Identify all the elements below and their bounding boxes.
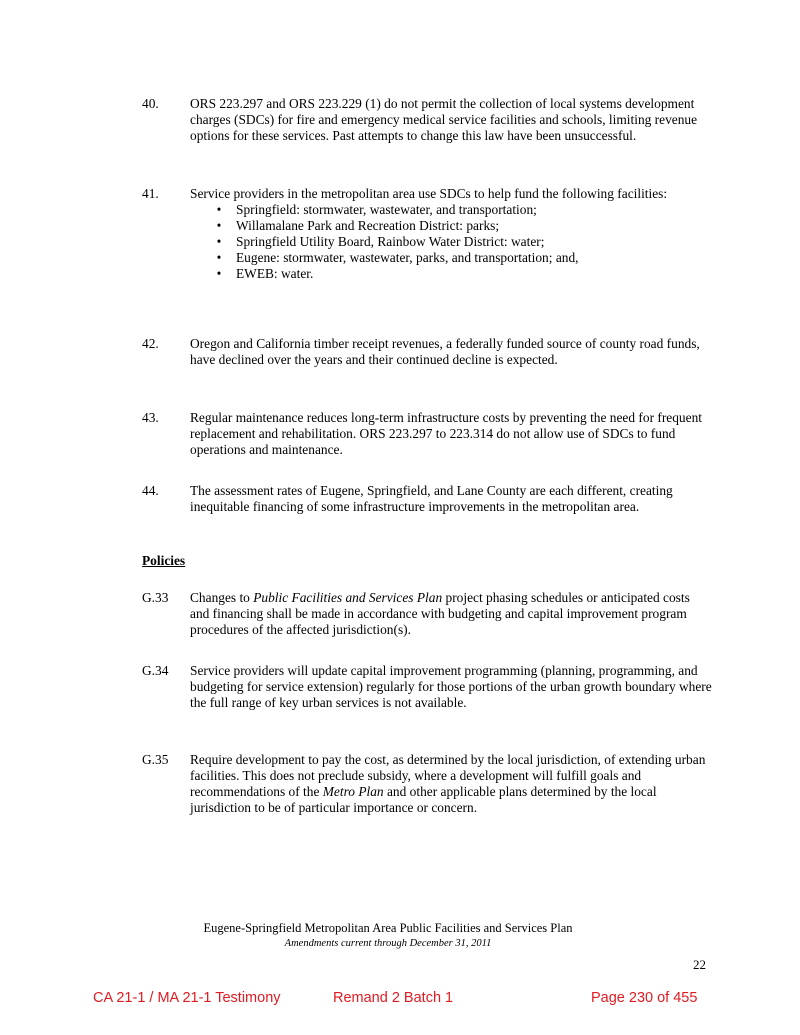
page-number: 22 [693, 957, 706, 972]
plan-title: Metro Plan [322, 784, 384, 799]
finding-text: Oregon and California timber receipt revenues, a federally funded source of county road funds, have declined over the years and their continued decline is expected. [190, 336, 700, 367]
bullet-icon: • [216, 250, 222, 265]
list-item: • Willamalane Park and Recreation District: parks; [210, 218, 712, 234]
list-item: • Springfield: stormwater, wastewater, and transportation; [210, 202, 712, 218]
facility-list [190, 202, 712, 282]
finding-43 [142, 410, 712, 458]
finding-number: 42. [142, 336, 159, 351]
policy-number: G.33 [142, 590, 169, 605]
policy-text: Changes to Public Facilities and Services Plan project phasing schedules or anticipated costs and financing shall be made in accordance with budgeting and capital improvement program procedures of the affected jurisdiction(s). [190, 590, 690, 637]
footer-subtitle: Amendments current through December 31, 2011 [284, 938, 492, 949]
footer-title: Eugene-Springfield Metropolitan Area Public Facilities and Services Plan [203, 921, 573, 935]
policy-text: Service providers will update capital improvement programming (planning, programming, and budgeting for service extension) regularly for those portions of the urban growth boundary where the full range of key urban services is not available. [190, 663, 712, 710]
policy-number: G.35 [142, 752, 169, 767]
stamp-page-count: Page 230 of 455 [591, 990, 698, 1006]
policy-g33 [142, 590, 712, 638]
finding-number: 44. [142, 483, 159, 498]
finding-intro: Service providers in the metropolitan area use SDCs to help fund the following facilities: [190, 186, 668, 201]
finding-number: 43. [142, 410, 159, 425]
policy-g34 [142, 663, 712, 711]
stamp-testimony: CA 21-1 / MA 21-1 Testimony [93, 990, 281, 1006]
policy-number: G.34 [142, 663, 169, 678]
finding-text: The assessment rates of Eugene, Springfield, and Lane County are each different, creating inequitable financing of some infrastructure improvements in the metropolitan area. [190, 483, 673, 514]
bullet-icon: • [216, 202, 222, 217]
finding-40 [142, 96, 712, 144]
finding-text: Regular maintenance reduces long-term infrastructure costs by preventing the need for frequent replacement and rehabilitation. ORS 223.297 to 223.314 do not allow use of SDCs to fund operations and maintenance. [190, 410, 702, 457]
bullet-icon: • [216, 234, 222, 249]
list-item: • Eugene: stormwater, wastewater, parks, and transportation; and, [210, 250, 712, 266]
bullet-icon: • [216, 266, 222, 281]
policies-heading: Policies [142, 553, 186, 568]
list-item: • EWEB: water. [210, 266, 712, 282]
policy-g35 [142, 752, 712, 816]
finding-text [190, 186, 712, 282]
bullet-icon: • [216, 218, 222, 233]
policy-text: Require development to pay the cost, as determined by the local jurisdiction, of extending urban facilities. This does not preclude subsidy, where a development will fulfill goals and recommendations of the Metro Plan and other applicable plans determined by the local jurisdiction to be of particular importance or concern. [190, 752, 706, 815]
stamp-batch: Remand 2 Batch 1 [333, 990, 454, 1006]
finding-number: 40. [142, 96, 159, 111]
finding-text: ORS 223.297 and ORS 223.229 (1) do not permit the collection of local systems development charges (SDCs) for fire and emergency medical service facilities and schools, limiting revenue options for these services. Past attempts to change this law have been unsuccessful. [190, 96, 698, 143]
finding-42 [142, 336, 712, 368]
finding-number: 41. [142, 186, 159, 201]
finding-41 [142, 186, 712, 282]
plan-title: Public Facilities and Services Plan [253, 590, 443, 605]
finding-44 [142, 483, 712, 515]
list-item: • Springfield Utility Board, Rainbow Water District: water; [210, 234, 712, 250]
